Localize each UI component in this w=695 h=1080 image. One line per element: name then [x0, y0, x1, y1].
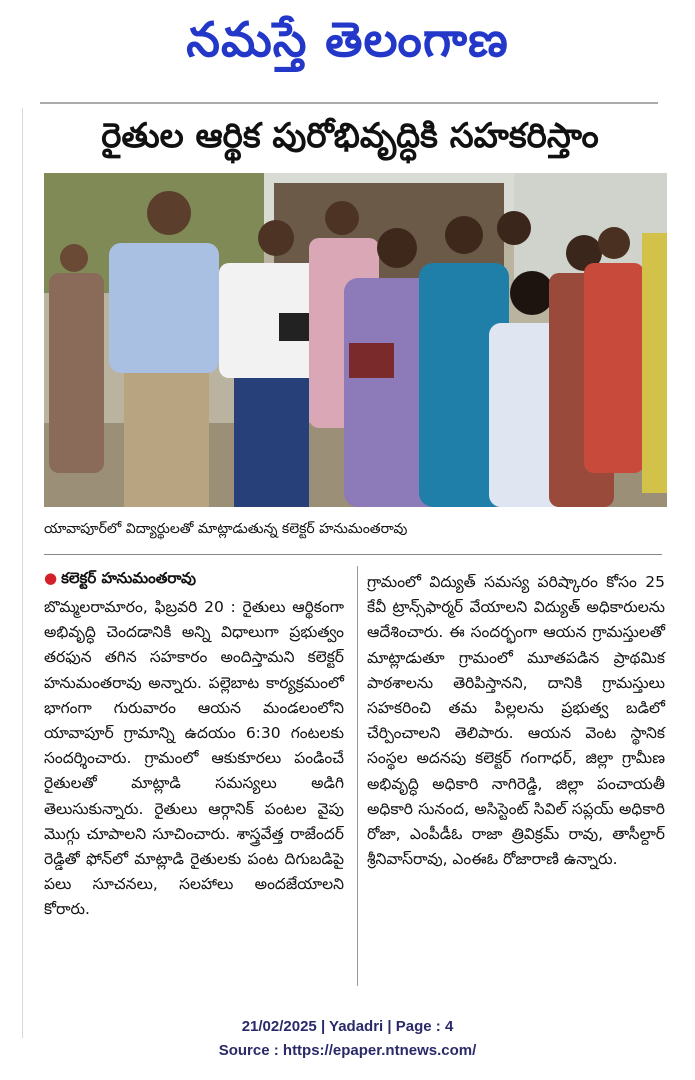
left-margin-rule — [22, 108, 23, 1038]
footer-source-line: Source : https://epaper.ntnews.com/ — [218, 1042, 477, 1059]
photo-caption: యావాపూర్‌లో విద్యార్థులతో మాట్లాడుతున్న కలెక్టర్ హనుమంతరావు — [44, 521, 408, 537]
headline-top-rule — [40, 102, 658, 104]
article-body-right-column: గ్రామంలో విద్యుత్ సమస్య పరిష్కారం కోసం 25 కేవీ ట్రాన్స్‌ఫార్మర్ వేయాలని విద్యుత్ అధికారులను ఆదేశించారు. ఈ సందర్భంగా ఆయన గ్రామస్తులతో మాట్లాడుతూ గ్రామంలో మూతపడిన ప్రాథమిక పాఠశాలను తెరిపిస్తానని, దానికి గ్రామస్తులు సహకరించి తమ పిల్లలను ప్రభుత్వ బడిలో చేర్పించాలని తెలిపారు. ఆయన వెంట స్థానిక సంస్థల అదనపు కలెక్టర్ గంగాధర్, జిల్లా గ్రామీణ అభివృద్ధి అధికారి నాగిరెడ్డి, జిల్లా పంచాయతీ అధికారి సునంద, అసిస్టెంట్ సివిల్ సప్లయ్ అధికారి రోజా, ఎంపీడీఓ రాజా త్రివిక్రమ్ రావు, తాసీల్దార్ శ్రీనివాస్‌రావు, ఎంఈఓ రోజారాణి ఉన్నారు. — [367, 573, 665, 869]
byline-text: కలెక్టర్ హనుమంతరావు — [61, 569, 196, 587]
newspaper-masthead: నమస్తే తెలంగాణ — [186, 12, 509, 68]
bullet-icon: ● — [44, 569, 58, 587]
article-byline — [44, 566, 344, 590]
article-photo — [44, 173, 667, 507]
caption-divider — [44, 554, 662, 555]
article-headline: రైతుల ఆర్థిక పురోభివృద్ధికి సహకరిస్తాం — [101, 116, 599, 156]
article-body-left-column: బొమ్మలరామారం, ఫిబ్రవరి 20 : రైతులు ఆర్థికంగా అభివృద్ధి చెందడానికి అన్ని విధాలుగా ప్రభుత్వం తరఫున తగిన సహకారం అందిస్తామని కలెక్టర్ హనుమంతరావు అన్నారు. పల్లెబాట కార్యక్రమంలో భాగంగా గురువారం ఆయన మండలంలోని యావాపూర్ గ్రామాన్ని ఉదయం 6:30 గంటలకు సందర్శించారు. గ్రామంలో ఆకుకూరలు పండించే రైతులతో మాట్లాడి సమస్యలు అడిగి తెలుసుకున్నారు. రైతులు ఆర్గానిక్ పంటల వైపు మొగ్గు చూపాలని సూచించారు. శాస్త్రవేత్త రాజేందర్ రెడ్డితో ఫోన్‌లో మాట్లాడి రైతులకు పంట దిగుబడిపై పలు సూచనలు, సలహాలు అందజేయాలని కోరారు. — [44, 598, 344, 919]
footer-edition-line: 21/02/2025 | Yadadri | Page : 4 — [241, 1018, 454, 1035]
column-divider — [357, 566, 358, 986]
